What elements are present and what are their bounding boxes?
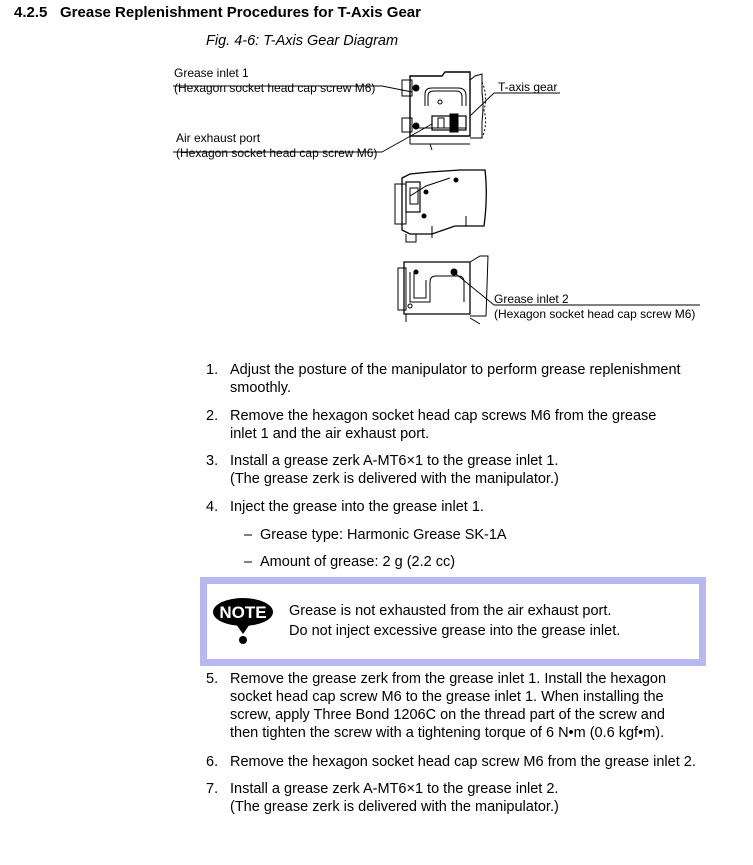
callout-leader-lines — [173, 86, 700, 305]
t-axis-gear-diagram — [170, 66, 710, 328]
substep-text: Amount of grease: 2 g (2.2 cc) — [260, 554, 456, 570]
substep-dash: – — [244, 554, 253, 570]
callout-air-exhaust-sub: (Hexagon socket head cap screw M6) — [176, 146, 378, 160]
step-number: 3. — [206, 453, 219, 469]
section-heading — [14, 4, 421, 21]
callout-grease-inlet-2-sub: (Hexagon socket head cap screw M6) — [494, 307, 696, 321]
callout-air-exhaust-title: Air exhaust port — [176, 131, 261, 145]
callout-grease-inlet-1 — [174, 66, 375, 96]
step-line: Remove the hexagon socket head cap screws M6 from the grease — [230, 408, 657, 424]
step-number: 4. — [206, 499, 219, 515]
step-number: 1. — [206, 362, 219, 378]
note-line: Do not inject excessive grease into the grease inlet. — [289, 623, 621, 639]
step-line: Remove the grease zerk from the grease inlet 1. Install the hexagon — [230, 671, 667, 687]
substep-grease-amount — [244, 553, 455, 571]
step-line: Install a grease zerk A-MT6×1 to the grease inlet 2. — [230, 781, 559, 797]
step-text — [230, 753, 720, 771]
step-line: then tighten the screw with a tightening torque of 6 N•m (0.6 kgf•m). — [230, 725, 665, 741]
step-line: inlet 1 and the air exhaust port. — [230, 426, 430, 442]
callout-t-axis-gear: T-axis gear — [498, 80, 558, 94]
step-number: 6. — [206, 754, 219, 770]
step-number: 7. — [206, 781, 219, 797]
figure-caption: Fig. 4-6: T-Axis Gear Diagram — [206, 33, 399, 49]
substep-dash: – — [244, 527, 253, 543]
step-line: Inject the grease into the grease inlet 1. — [230, 499, 484, 515]
callout-air-exhaust-port — [176, 131, 377, 161]
step-line: Remove the hexagon socket head cap screw M6 from the grease inlet 2. — [230, 754, 696, 770]
step-text — [230, 361, 720, 397]
substep-text: Grease type: Harmonic Grease SK-1A — [260, 527, 507, 543]
substep-grease-type — [244, 526, 507, 544]
step-line: Install a grease zerk A-MT6×1 to the grease inlet 1. — [230, 453, 559, 469]
section-title: Grease Replenishment Procedures for T-Axis Gear — [60, 4, 421, 21]
step-text — [230, 407, 720, 443]
section-number: 4.2.5 — [14, 4, 48, 21]
note-badge-icon — [212, 596, 276, 646]
step-number: 2. — [206, 408, 219, 424]
note-line: Grease is not exhausted from the air exhaust port. — [289, 603, 612, 619]
note-badge-label: NOTE — [219, 603, 267, 622]
diagram-middle-view — [395, 170, 486, 242]
step-text — [230, 780, 720, 816]
diagram-bottom-view — [398, 256, 488, 324]
note-text — [289, 601, 620, 641]
diagram-top-view — [402, 72, 486, 150]
step-line: smoothly. — [230, 380, 291, 396]
callout-grease-inlet-1-title: Grease inlet 1 — [174, 66, 249, 80]
step-text — [230, 670, 720, 742]
step-line: Adjust the posture of the manipulator to perform grease replenishment — [230, 362, 681, 378]
step-line: (The grease zerk is delivered with the manipulator.) — [230, 799, 559, 815]
step-number: 5. — [206, 671, 219, 687]
callout-grease-inlet-1-sub: (Hexagon socket head cap screw M6) — [174, 81, 376, 95]
step-text — [230, 452, 720, 488]
step-line: (The grease zerk is delivered with the manipulator.) — [230, 471, 559, 487]
callout-grease-inlet-2-title: Grease inlet 2 — [494, 292, 569, 306]
step-text — [230, 498, 720, 516]
step-line: screw, apply Three Bond 1206C on the thread part of the screw and — [230, 707, 665, 723]
callout-grease-inlet-2 — [494, 292, 695, 322]
step-line: socket head cap screw M6 to the grease inlet 1. When installing the — [230, 689, 664, 705]
